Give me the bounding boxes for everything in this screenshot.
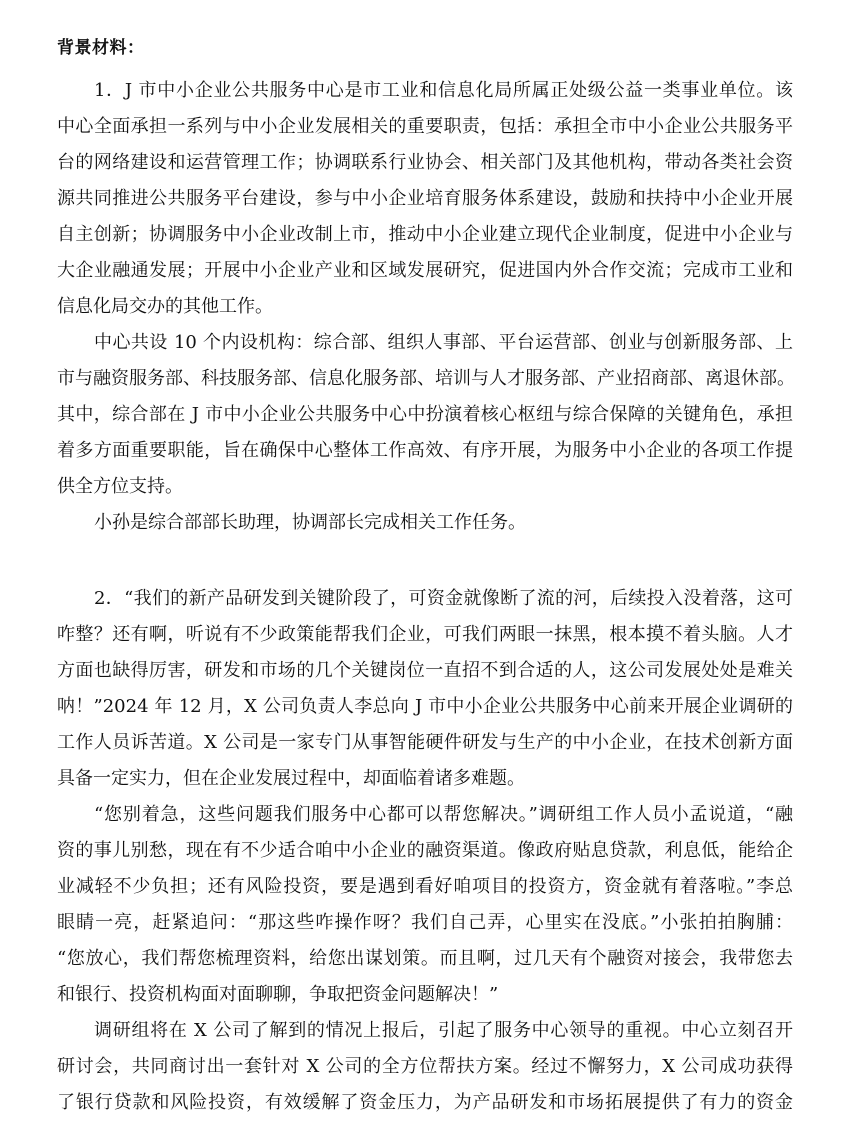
text-line: 1．J 市中小企业公共服务中心是市工业和信息化局所属正处级公益一类事业单位。该 (94, 80, 793, 101)
text-line: 和银行、投资机构面对面聊聊，争取把资金问题解决！” (57, 984, 499, 1005)
text-line: 大企业融通发展；开展中小企业产业和区域发展研究，促进国内外合作交流；完成市工业和 (57, 260, 793, 281)
text-line: 源共同推进公共服务平台建设，参与中小企业培育服务体系建设，鼓励和扶持中小企业开展 (57, 188, 793, 209)
text-line: 其中，综合部在 J 市中小企业公共服务中心中扮演着核心枢纽与综合保障的关键角色，承担 (57, 404, 793, 425)
text-line: 眼睛一亮，赶紧追问：“那这些咋操作呀？我们自己弄，心里实在没底。”小张拍拍胸脯： (57, 912, 793, 933)
text-line: 调研组将在 X 公司了解到的情况上报后，引起了服务中心领导的重视。中心立刻召开 (94, 1020, 793, 1041)
text-line: 市与融资服务部、科技服务部、信息化服务部、培训与人才服务部、产业招商部、离退休部。 (57, 368, 795, 389)
text-line: 研讨会，共同商讨出一套针对 X 公司的全方位帮扶方案。经过不懈努力，X 公司成功获得 (57, 1056, 793, 1077)
text-line: 自主创新；协调服务中小企业改制上市，推动中小企业建立现代企业制度，促进中小企业与 (57, 224, 793, 245)
text-line: 了银行贷款和风险投资，有效缓解了资金压力，为产品研发和市场拓展提供了有力的资金 (57, 1092, 793, 1113)
text-line: 工作人员诉苦道。X 公司是一家专门从事智能硬件研发与生产的中小企业，在技术创新方面 (57, 732, 793, 753)
text-line: 资的事儿别愁，现在有不少适合咱中小企业的融资渠道。像政府贴息贷款，利息低，能给企 (57, 840, 793, 861)
text-line: 信息化局交办的其他工作。 (57, 296, 273, 317)
text-line: “您别着急，这些问题我们服务中心都可以帮您解决。”调研组工作人员小孟说道，“融 (94, 804, 793, 825)
text-line: 中心共设 10 个内设机构：综合部、组织人事部、平台运营部、创业与创新服务部、上 (94, 332, 793, 353)
text-line: 具备一定实力，但在企业发展过程中，却面临着诸多难题。 (57, 768, 525, 789)
text-line: 呐！”2024 年 12 月，X 公司负责人李总向 J 市中小企业公共服务中心前来开展企业调研的 (57, 696, 793, 717)
text-line: 方面也缺得厉害，研发和市场的几个关键岗位一直招不到合适的人，这公司发展处处是难关 (57, 660, 793, 681)
text-line: 咋整？还有啊，听说有不少政策能帮我们企业，可我们两眼一抹黑，根本摸不着头脑。人才 (57, 624, 793, 645)
text-line: 业减轻不少负担；还有风险投资，要是遇到看好咱项目的投资方，资金就有着落啦。”李总 (57, 876, 793, 897)
text-line: “您放心，我们帮您梳理资料，给您出谋划策。而且啊，过几天有个融资对接会，我带您去 (57, 948, 793, 969)
text-line: 2．“我们的新产品研发到关键阶段了，可资金就像断了流的河，后续投入没着落，这可 (94, 588, 793, 609)
text-line: 着多方面重要职能，旨在确保中心整体工作高效、有序开展，为服务中小企业的各项工作提 (57, 440, 793, 461)
text-line: 中心全面承担一系列与中小企业发展相关的重要职责，包括：承担全市中小企业公共服务平 (57, 116, 793, 137)
text-line: 台的网络建设和运营管理工作；协调联系行业协会、相关部门及其他机构，带动各类社会资 (57, 152, 793, 173)
text-line: 供全方位支持。 (57, 476, 183, 497)
text-line: 小孙是综合部部长助理，协调部长完成相关工作任务。 (94, 512, 526, 533)
section-heading: 背景材料： (57, 38, 145, 58)
